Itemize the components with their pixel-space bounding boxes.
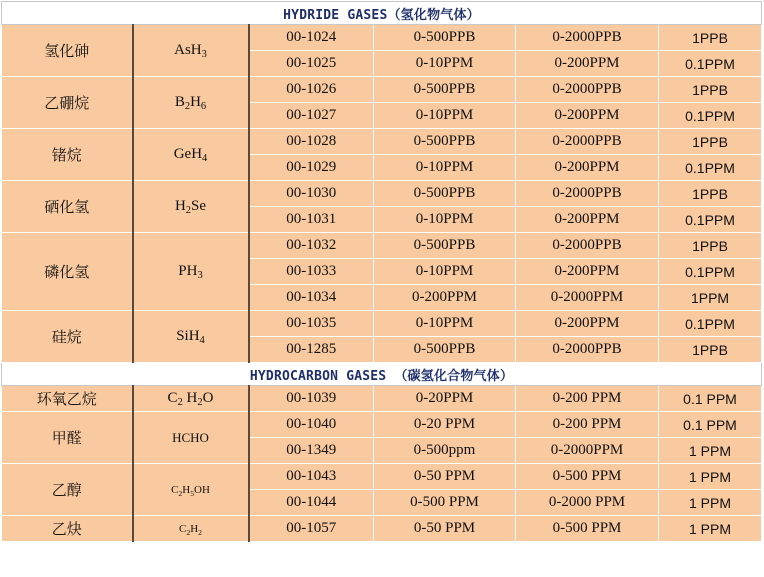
table-row [2, 129, 762, 155]
gas-name: 乙醇 [2, 464, 133, 516]
range-high: 0-2000PPB [516, 233, 659, 259]
part-number: 00-1034 [249, 285, 374, 311]
gas-name: 甲醛 [2, 412, 133, 464]
formula-text: AsH [174, 42, 202, 58]
hydrocarbon-header [2, 363, 762, 386]
resolution: 1PPB [659, 77, 762, 103]
part-number: 00-1033 [249, 259, 374, 285]
formula-subscript: 2 [178, 488, 183, 498]
formula-text: O [202, 390, 214, 406]
part-number: 00-1025 [249, 51, 374, 77]
formula-subscript: 5 [190, 488, 195, 498]
part-number: 00-1024 [249, 25, 374, 51]
formula-text: B [174, 94, 185, 110]
range-low: 0-500ppm [374, 438, 516, 464]
gas-formula [133, 412, 249, 464]
range-high: 0-2000 PPM [516, 490, 659, 516]
resolution: 0.1PPM [659, 103, 762, 129]
formula-text: C [171, 483, 179, 496]
range-low: 0-10PPM [374, 259, 516, 285]
gas-formula [133, 25, 249, 77]
gas-name: 硅烷 [2, 311, 133, 363]
range-high: 0-2000PPB [516, 129, 659, 155]
resolution: 1PPM [659, 285, 762, 311]
formula-text: Se [191, 198, 207, 214]
gas-name: 磷化氢 [2, 233, 133, 311]
resolution: 1 PPM [659, 464, 762, 490]
range-low: 0-10PPM [374, 155, 516, 181]
formula-text: HCHO [172, 429, 209, 445]
range-high: 0-200PPM [516, 207, 659, 233]
table-row [2, 464, 762, 490]
table-row [2, 181, 762, 207]
part-number: 00-1027 [249, 103, 374, 129]
gas-formula [133, 129, 249, 181]
formula-subscript: 2 [186, 527, 191, 537]
resolution: 0.1PPM [659, 51, 762, 77]
formula-subscript: 3 [201, 49, 207, 60]
range-high: 0-500 PPM [516, 464, 659, 490]
table-row [2, 311, 762, 337]
range-low: 0-10PPM [374, 311, 516, 337]
resolution: 1 PPM [659, 490, 762, 516]
range-high: 0-200 PPM [516, 412, 659, 438]
formula-subscript: 2 [198, 527, 202, 537]
formula-subscript: 2 [185, 205, 192, 216]
gas-name: 氢化砷 [2, 25, 133, 77]
resolution: 0.1 PPM [659, 386, 762, 412]
range-low: 0-50 PPM [374, 464, 516, 490]
resolution: 1PPB [659, 337, 762, 363]
gas-formula [133, 77, 249, 129]
table-row [2, 516, 762, 542]
gas-name: 乙硼烷 [2, 77, 133, 129]
resolution: 0.1 PPM [659, 412, 762, 438]
hydride-header-label: HYDRIDE GASES（氢化物气体） [2, 2, 762, 25]
part-number: 00-1039 [249, 386, 374, 412]
part-number: 00-1032 [249, 233, 374, 259]
range-low: 0-500PPB [374, 129, 516, 155]
formula-text: OH [194, 483, 210, 496]
range-high: 0-200PPM [516, 155, 659, 181]
part-number: 00-1031 [249, 207, 374, 233]
formula-subscript: 2 [177, 397, 183, 408]
range-high: 0-2000PPB [516, 337, 659, 363]
part-number: 00-1044 [249, 490, 374, 516]
table-row [2, 233, 762, 259]
part-number: 00-1026 [249, 77, 374, 103]
range-low: 0-500PPB [374, 25, 516, 51]
gas-name: 乙炔 [2, 516, 133, 542]
resolution: 0.1PPM [659, 259, 762, 285]
table-row [2, 77, 762, 103]
resolution: 1PPB [659, 25, 762, 51]
resolution: 0.1PPM [659, 207, 762, 233]
hydride-header [2, 2, 762, 25]
range-low: 0-500PPB [374, 77, 516, 103]
resolution: 1 PPM [659, 438, 762, 464]
formula-text: GeH [173, 146, 203, 162]
gas-name: 环氧乙烷 [2, 386, 133, 412]
formula-text: H [190, 94, 201, 110]
range-high: 0-500 PPM [516, 516, 659, 542]
gas-formula [133, 181, 249, 233]
gas-sensor-table [1, 1, 762, 542]
range-high: 0-200PPM [516, 51, 659, 77]
formula-subscript: 4 [199, 335, 205, 346]
formula-text: H [182, 390, 198, 406]
range-high: 0-2000PPB [516, 25, 659, 51]
range-low: 0-20 PPM [374, 412, 516, 438]
gas-formula [133, 233, 249, 311]
part-number: 00-1057 [249, 516, 374, 542]
part-number: 00-1043 [249, 464, 374, 490]
formula-text: PH [178, 263, 198, 279]
part-number: 00-1029 [249, 155, 374, 181]
range-low: 0-10PPM [374, 207, 516, 233]
resolution: 1PPB [659, 181, 762, 207]
range-high: 0-200PPM [516, 259, 659, 285]
formula-subscript: 4 [202, 153, 208, 164]
formula-text: C [179, 522, 187, 535]
range-high: 0-200PPM [516, 311, 659, 337]
formula-subscript: 6 [200, 101, 207, 112]
resolution: 0.1PPM [659, 311, 762, 337]
gas-formula [133, 311, 249, 363]
range-high: 0-200PPM [516, 103, 659, 129]
range-high: 0-2000PPM [516, 438, 659, 464]
resolution: 0.1PPM [659, 155, 762, 181]
range-high: 0-2000PPB [516, 77, 659, 103]
range-low: 0-50 PPM [374, 516, 516, 542]
range-low: 0-10PPM [374, 103, 516, 129]
range-low: 0-10PPM [374, 51, 516, 77]
resolution: 1 PPM [659, 516, 762, 542]
range-high: 0-200 PPM [516, 386, 659, 412]
part-number: 00-1040 [249, 412, 374, 438]
formula-text: SiH [176, 328, 200, 344]
range-high: 0-2000PPB [516, 181, 659, 207]
gas-formula [133, 386, 249, 412]
formula-subscript: 2 [184, 101, 191, 112]
hydrocarbon-header-label: HYDROCARBON GASES （碳氢化合物气体） [2, 363, 762, 386]
part-number: 00-1028 [249, 129, 374, 155]
part-number: 00-1285 [249, 337, 374, 363]
range-low: 0-500 PPM [374, 490, 516, 516]
range-low: 0-20PPM [374, 386, 516, 412]
formula-subscript: 3 [197, 270, 203, 281]
table-row [2, 412, 762, 438]
gas-name: 硒化氢 [2, 181, 133, 233]
range-low: 0-200PPM [374, 285, 516, 311]
formula-text: H [182, 483, 191, 496]
gas-name: 锗烷 [2, 129, 133, 181]
formula-subscript: 2 [197, 397, 203, 408]
range-high: 0-2000PPM [516, 285, 659, 311]
range-low: 0-500PPB [374, 337, 516, 363]
part-number: 00-1030 [249, 181, 374, 207]
part-number: 00-1035 [249, 311, 374, 337]
formula-text: H [190, 522, 199, 535]
formula-text: H [174, 198, 186, 214]
resolution: 1PPB [659, 233, 762, 259]
range-low: 0-500PPB [374, 181, 516, 207]
table-row [2, 386, 762, 412]
table-row [2, 25, 762, 51]
range-low: 0-500PPB [374, 233, 516, 259]
part-number: 00-1349 [249, 438, 374, 464]
gas-formula [133, 464, 249, 516]
formula-text: C [167, 390, 178, 406]
gas-formula [133, 516, 249, 542]
resolution: 1PPB [659, 129, 762, 155]
